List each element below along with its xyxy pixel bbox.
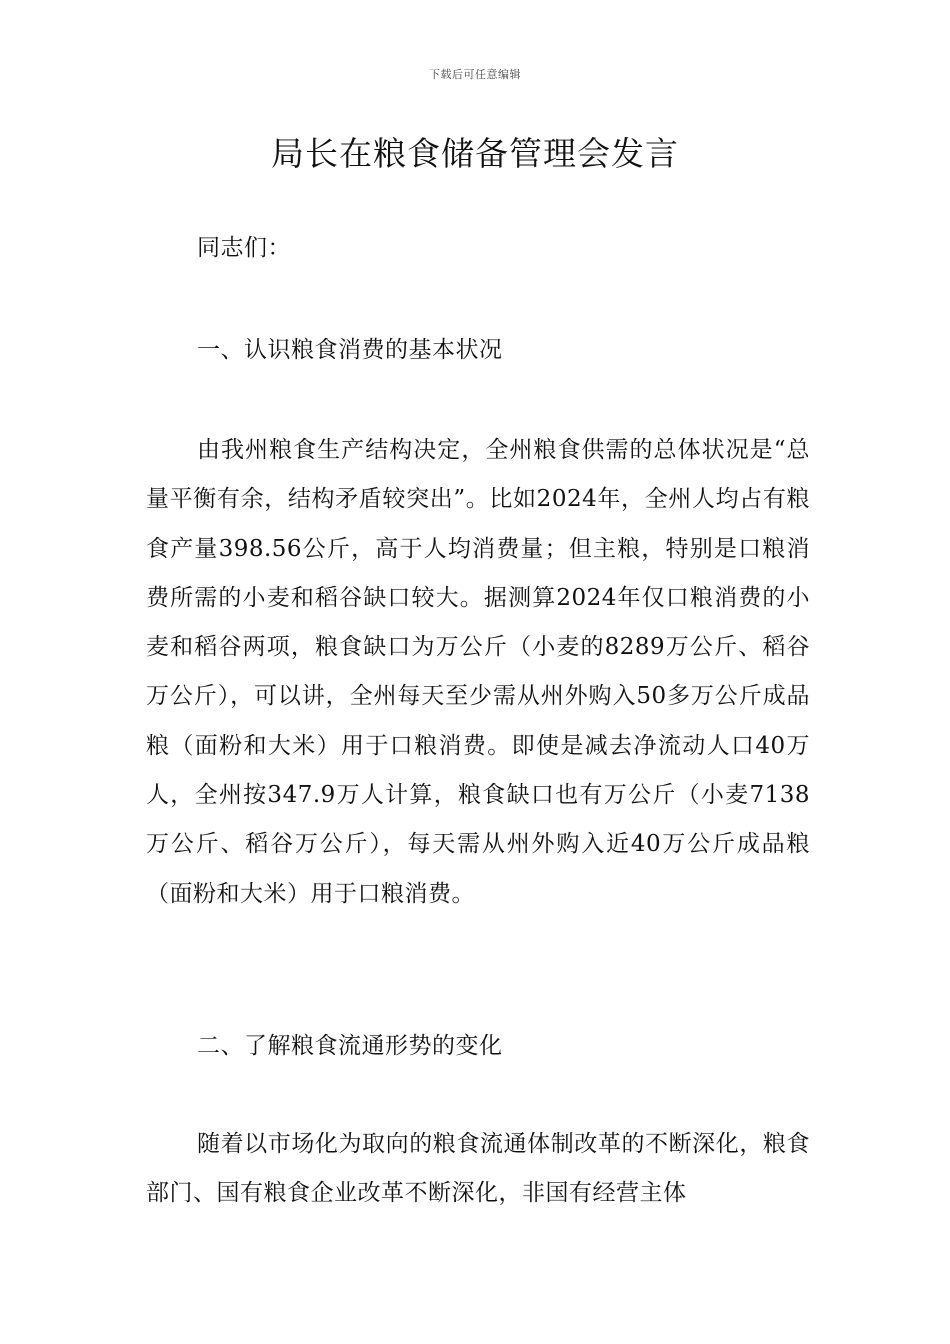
section-2-paragraph: 随着以市场化为取向的粮食流通体制改革的不断深化，粮食部门、国有粮食企业改革不断深化，非国有经营主体	[146, 1131, 810, 1207]
section-2-heading: 二、了解粮食流通形势的变化	[197, 1033, 503, 1059]
section-1-paragraph: 由我州粮食生产结构决定，全州粮食供需的总体状况是“总量平衡有余，结构矛盾较突出”。比如2024年，全州人均占有粮食产量398.56公斤，高于人均消费量；但主粮，特别是口粮消费所需的小麦和稻谷缺口较大。据测算2024年仅口粮消费的小麦和稻谷两项，粮食缺口为万公斤（小麦的8289万公斤、稻谷万公斤），可以讲，全州每天至少需从州外购入50多万公斤成品粮（面粉和大米）用于口粮消费。即使是减去净流动人口40万人，全州按347.9万人计算，粮食缺口也有万公斤（小麦7138万公斤、稻谷万公斤），每天需从州外购入近40万公斤成品粮（面粉和大米）用于口粮消费。	[146, 437, 810, 907]
salutation: 同志们：	[197, 235, 291, 261]
header-note: 下载后可任意编辑	[429, 68, 521, 81]
document-title: 局长在粮食储备管理会发言	[271, 134, 679, 173]
section-1-heading: 一、认识粮食消费的基本状况	[197, 337, 503, 363]
